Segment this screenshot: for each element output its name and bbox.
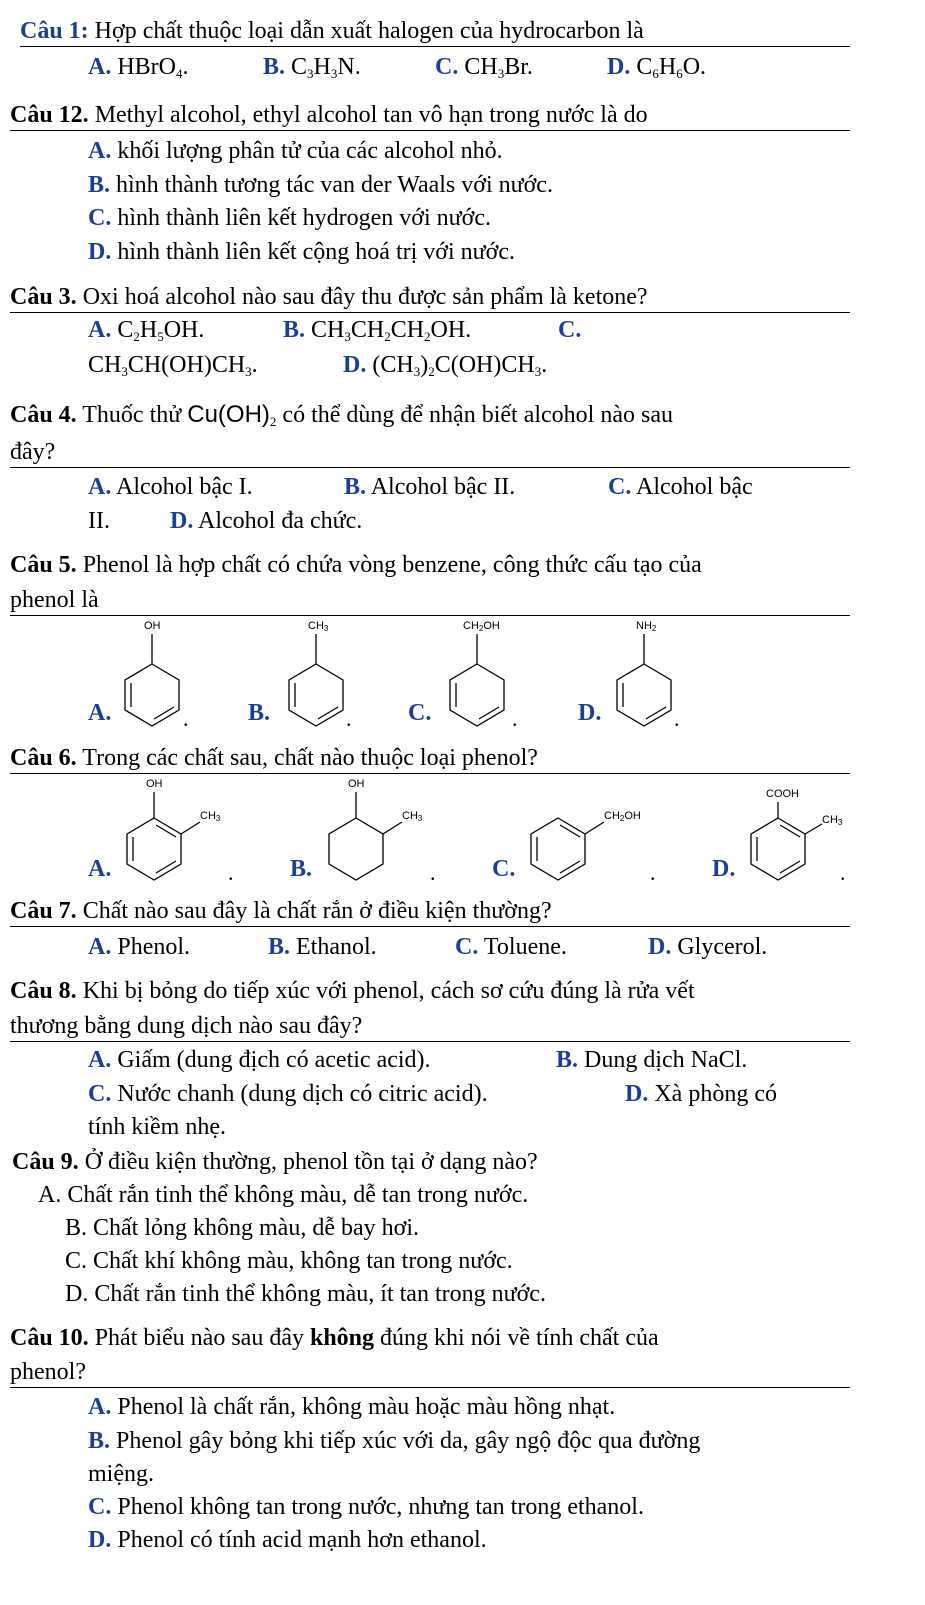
q8-stem-line2: thương bằng dung dịch nào sau đây? [10,1011,850,1042]
q1-option-d[interactable]: D. $C_6H_6O$. [607,54,707,81]
q9-option-b[interactable]: B. Chất lỏng không màu, dễ bay hơi. [65,1215,419,1241]
q10-option-b[interactable]: B. Phenol gây bỏng khi tiếp xúc với da, gây ngộ độc qua đường [88,1428,701,1454]
q9-option-d[interactable]: D. Chất rắn tinh thể không màu, ít tan trong nước. [65,1281,546,1307]
q1-number: Câu 1: [20,18,89,44]
q1-option-b[interactable]: B. $C_3H_3N$. [263,54,361,81]
q12-number: Câu 12. [10,102,89,128]
q4-option-b[interactable]: B. Alcohol bậc II. [344,474,516,500]
q1-stem [20,16,850,47]
q5-option-b[interactable]: B. $CH_3$ . [248,620,358,730]
q3-stem [10,282,850,313]
q5-option-c[interactable]: C. $CH_2OH$ . [408,620,528,730]
benzyl-alcohol-structure [408,620,528,730]
q10-option-c[interactable]: C. Phenol không tan trong nước, nhưng tan trong ethanol. [88,1494,644,1520]
methylcyclohexanol-structure [290,778,450,903]
q12-stem [10,100,850,131]
q7-stem: Câu 7. Chất nào sau đây là chất rắn ở điều kiện thường? [10,896,850,927]
q9-option-c[interactable]: C. Chất khí không màu, không tan trong nước. [65,1248,513,1274]
q8-option-a[interactable]: A. Giấm (dung địch có acetic acid). [88,1047,431,1073]
q5-option-d[interactable]: D. $NH_2$ . [578,620,688,730]
q3-text: Oxi hoá alcohol nào sau đây thu được sản phẩm là ketone? [76,284,648,310]
q7-option-b[interactable]: B. Ethanol. [268,934,377,960]
q10-stem: Câu 10. Phát biểu nào sau đây không đúng khi nói về tính chất của [10,1325,659,1351]
q7-option-c[interactable]: C. Toluene. [455,934,567,960]
q7-option-a[interactable]: A. Phenol. [88,934,191,960]
q6-option-c[interactable]: C. $CH_2OH$ . [492,778,662,903]
phenol-structure [88,620,198,730]
aniline-structure [578,620,688,730]
q4-option-a[interactable]: A. Alcohol bậc I. [88,474,253,500]
q3-option-d[interactable]: D. $(CH_3)_2C(OH)CH_3$. [343,352,548,379]
q1-options [0,52,925,84]
q4-stem: Câu 4. Thuốc thử $Cu(OH)_2$ có thể dùng để nhận biết alcohol nào sau [10,401,673,429]
q5-stem-line2: phenol là [10,585,850,616]
q8-options [0,1045,925,1077]
q12-text: Methyl alcohol, ethyl alcohol tan vô hạn trong nước là do [88,102,648,128]
q8-stem: Câu 8. Khi bị bỏng do tiếp xúc với phenol, cách sơ cứu đúng là rửa vết [10,978,695,1004]
q10-option-d[interactable]: D. Phenol có tính acid mạnh hơn ethanol. [88,1527,487,1553]
q3-option-c[interactable]: C. [558,317,582,343]
q3-option-b[interactable]: B. $CH_3CH_2CH_2OH$. [283,317,472,344]
toluene-structure [248,620,358,730]
q10-stem-line2: phenol? [10,1357,850,1388]
q10-option-b-cont[interactable]: miệng. [88,1461,154,1487]
q3-options [0,315,925,347]
q8-option-d[interactable]: D. Xà phòng có [625,1081,777,1107]
q6-option-b[interactable]: B. OH $CH_3$ . [290,778,450,903]
q5-option-a[interactable]: A. OH . [88,620,198,730]
q4-option-c-cont[interactable]: II. [88,508,110,534]
q3-option-a[interactable]: A. $C_2H_5OH$. [88,317,205,344]
q3-options-row2 [0,350,925,382]
q12-option-b[interactable]: B. hình thành tương tác van der Waals với nước. [88,172,553,198]
q4-options-row2 [0,506,925,538]
q4-option-c[interactable]: C. Alcohol bậc [608,474,753,500]
q9-option-a[interactable]: A. Chất rắn tinh thể không màu, dễ tan trong nước. [38,1182,529,1208]
o-cresol-structure [88,778,248,903]
q6-option-d[interactable]: D. COOH $CH_3$ . [712,778,862,903]
q8-option-d-cont[interactable]: tính kiềm nhẹ. [88,1114,226,1140]
q1-option-a[interactable]: A. HBrO$_4$. [88,54,189,81]
q6-option-a[interactable]: A. OH $CH_3$ . [88,778,248,903]
q5-stem: Câu 5. Phenol là hợp chất có chứa vòng benzene, công thức cấu tạo của [10,552,702,578]
q12-option-c[interactable]: C. hình thành liên kết hydrogen với nước. [88,205,491,231]
q4-stem-line2: đây? [10,437,850,468]
q3-option-c-formula[interactable]: $CH_3CH(OH)CH_3$. [88,352,258,379]
q4-reagent: Cu(OH) [187,401,270,428]
q12-option-a[interactable]: A. khối lượng phân tử của các alcohol nhỏ. [88,138,503,164]
q4-option-d[interactable]: D. Alcohol đa chức. [170,508,363,534]
q4-options [0,472,925,504]
q7-options [0,932,925,964]
q10-option-a[interactable]: A. Phenol là chất rắn, không màu hoặc màu hồng nhạt. [88,1394,616,1420]
q8-option-b[interactable]: B. Dung dịch NaCl. [556,1047,748,1073]
q3-number: Câu 3. [10,284,77,310]
q1-text: Hợp chất thuộc loại dẫn xuất halogen của hydrocarbon là [88,18,644,44]
q8-option-c[interactable]: C. Nước chanh (dung dịch có citric acid). [88,1081,488,1107]
q1-option-c[interactable]: C. $CH_3Br$. [435,54,533,81]
benzyl-alcohol-structure [492,778,662,903]
q9-stem: Câu 9. Ở điều kiện thường, phenol tồn tại ở dạng nào? [12,1149,538,1175]
q7-option-d[interactable]: D. Glycerol. [648,934,768,960]
q8-options-row2 [0,1079,925,1111]
q6-stem: Câu 6. Trong các chất sau, chất nào thuộc loại phenol? [10,743,850,774]
q12-option-d[interactable]: D. hình thành liên kết cộng hoá trị với nước. [88,239,515,265]
